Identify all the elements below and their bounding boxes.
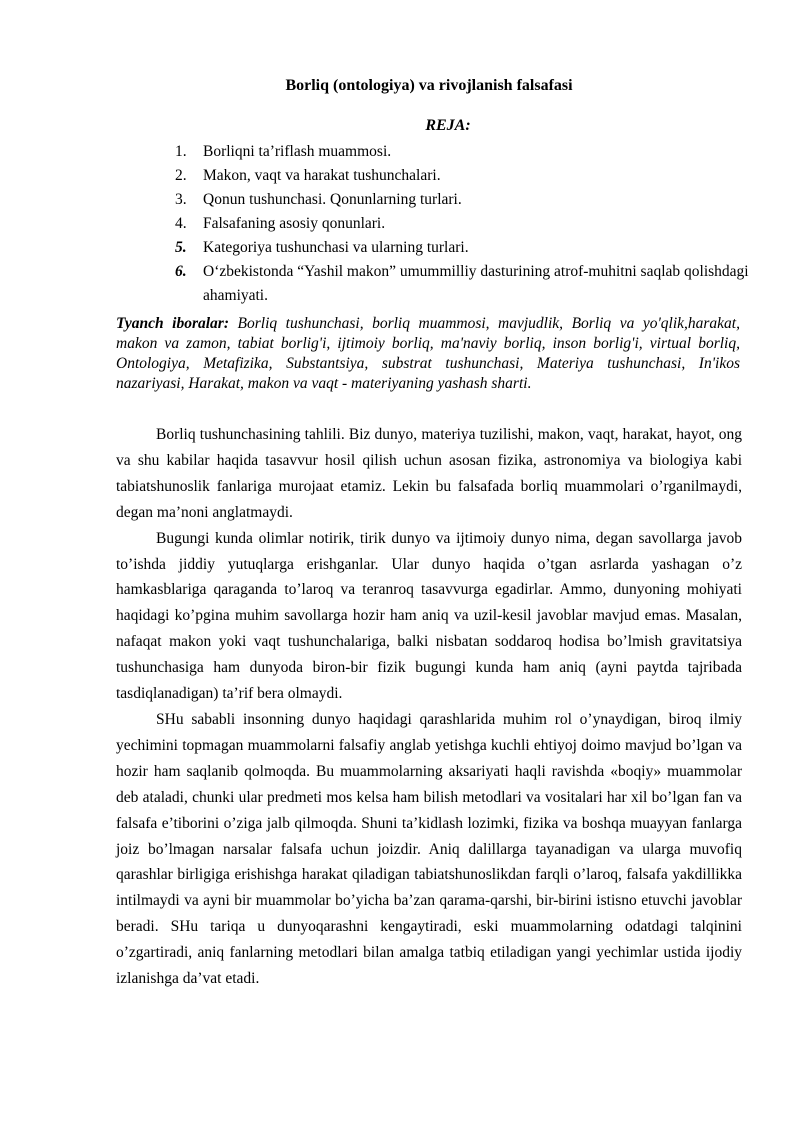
plan-item-text: Kategoriya tushunchasi va ularning turlari. [203, 239, 469, 256]
plan-item [175, 164, 755, 188]
plan-item-number: 3. [175, 191, 187, 208]
plan-item-number: 4. [175, 215, 187, 232]
plan-list [175, 140, 755, 308]
keywords-block [116, 314, 740, 394]
plan-item [175, 236, 755, 260]
plan-item-number: 6. [175, 263, 187, 280]
plan-item [175, 260, 755, 308]
plan-item-number: 2. [175, 167, 187, 184]
keywords-text: Borliq tushunchasi, borliq muammosi, mavjudlik, Borliq va yo'qlik,harakat, makon va zamon, tabiat borlig'i, ijtimoiy borliq, ma'naviy borliq, inson borlig'i, virtual borliq, Ontologiya, Metafizika, Substantsiya, substrat tushunchasi, Materiya tushunchasi, In'ikos nazariyasi, Harakat, makon va vaqt - materiyaning yashash sharti. [116, 315, 740, 392]
body-paragraph: SHu sababli insonning dunyo haqidagi qarashlarida muhim rol o’ynaydigan, biroq ilmiy yechimini topmagan muammolarni falsafiy anglab yetishga kuchli ehtiyoj doimo mavjud bo’lgan va hozir ham saqlanib qolmoqda. Bu muammolarning aksariyati haqli ravishda «boqiy» muammolar deb ataladi, chunki ular predmeti mos kelsa ham bilish metodlari va vositalari har xil bo’lgan fan va falsafa e’tiborini o’ziga jalb qilmoqda. Shuni ta’kidlash lozimki, fizika va boshqa muayyan fanlarga joiz bo’lmagan narsalar falsafa uchun joizdir. Aniq dalillarga tayanadigan va ularga muvofiq qarashlar birligiga erishishga harakat qiladigan tabiatshunoslikdan farqli o’laroq, falsafa yakdillikka intilmaydi va ayni bir muammolar bo’yicha ba’zan qarama-qarshi, bir-birini istisno etuvchi javoblar beradi. SHu tariqa u dunyoqarashni kengaytiradi, eski muammolarning odatdagi talqinini o’zgartiradi, aniq fanlarning metodlari bilan amalga tatbiq etiladigan yangi yechimlar ustida ijodiy izlanishga da’vat etadi. [116, 710, 742, 988]
plan-item-text: O‘zbekistonda “Yashil makon” umummilliy dasturining atrof-muhitni saqlab qolishdagi ahamiyati. [203, 263, 749, 304]
plan-item-number: 1. [175, 143, 187, 160]
plan-item-number: 5. [175, 239, 187, 256]
plan-item-text: Borliqni ta’riflash muammosi. [203, 143, 392, 160]
plan-item [175, 140, 755, 164]
plan-item-text: Qonun tushunchasi. Qonunlarning turlari. [203, 191, 462, 208]
body-paragraph: Borliq tushunchasining tahlili. Biz dunyo, materiya tuzilishi, makon, vaqt, harakat, hayot, ong va shu kabilar haqida tasavvur hosil qilish uchun asosan fizika, astronomiya va biologiya kabi tabiatshunoslik fanlariga murojaat etamiz. Lekin bu falsafada borliq muammolari o’rganilmaydi, degan ma’noni anglatmaydi. [116, 426, 742, 521]
document-body [116, 422, 742, 992]
keywords-label: Tyanch iboralar: [116, 315, 229, 332]
plan-item-text: Falsafaning asosiy qonunlari. [203, 215, 386, 232]
body-paragraph: Bugungi kunda olimlar notirik, tirik dunyo va ijtimoiy dunyo nima, degan savollarga javob to’ishda jiddiy yutuqlarga erishganlar. Ular dunyo haqida o’tgan asrlarda yashagan o’z hamkasblariga qaraganda to’laroq va teranroq tasavvurga egadirlar. Ammo, dunyoning mohiyati haqidagi ko’pgina muhim savollarga hozir ham aniq va uzil-kesil javoblar mavjud emas. Masalan, nafaqat makon yoki vaqt tushunchalariga, balki nisbatan soddaroq hodisa bo’lmish gravitatsiya tushunchasiga ham dunyoda biron-bir fizik bugungi kunda ham aniq (ayni paytda tajribada tasdiqlanadigan) ta’rif bera olmaydi. [116, 529, 742, 703]
plan-heading: REJA: [425, 117, 471, 134]
plan-item-text: Makon, vaqt va harakat tushunchalari. [203, 167, 441, 184]
document-title: Borliq (ontologiya) va rivojlanish falsafasi [285, 77, 573, 94]
plan-item [175, 212, 755, 236]
plan-item [175, 188, 755, 212]
